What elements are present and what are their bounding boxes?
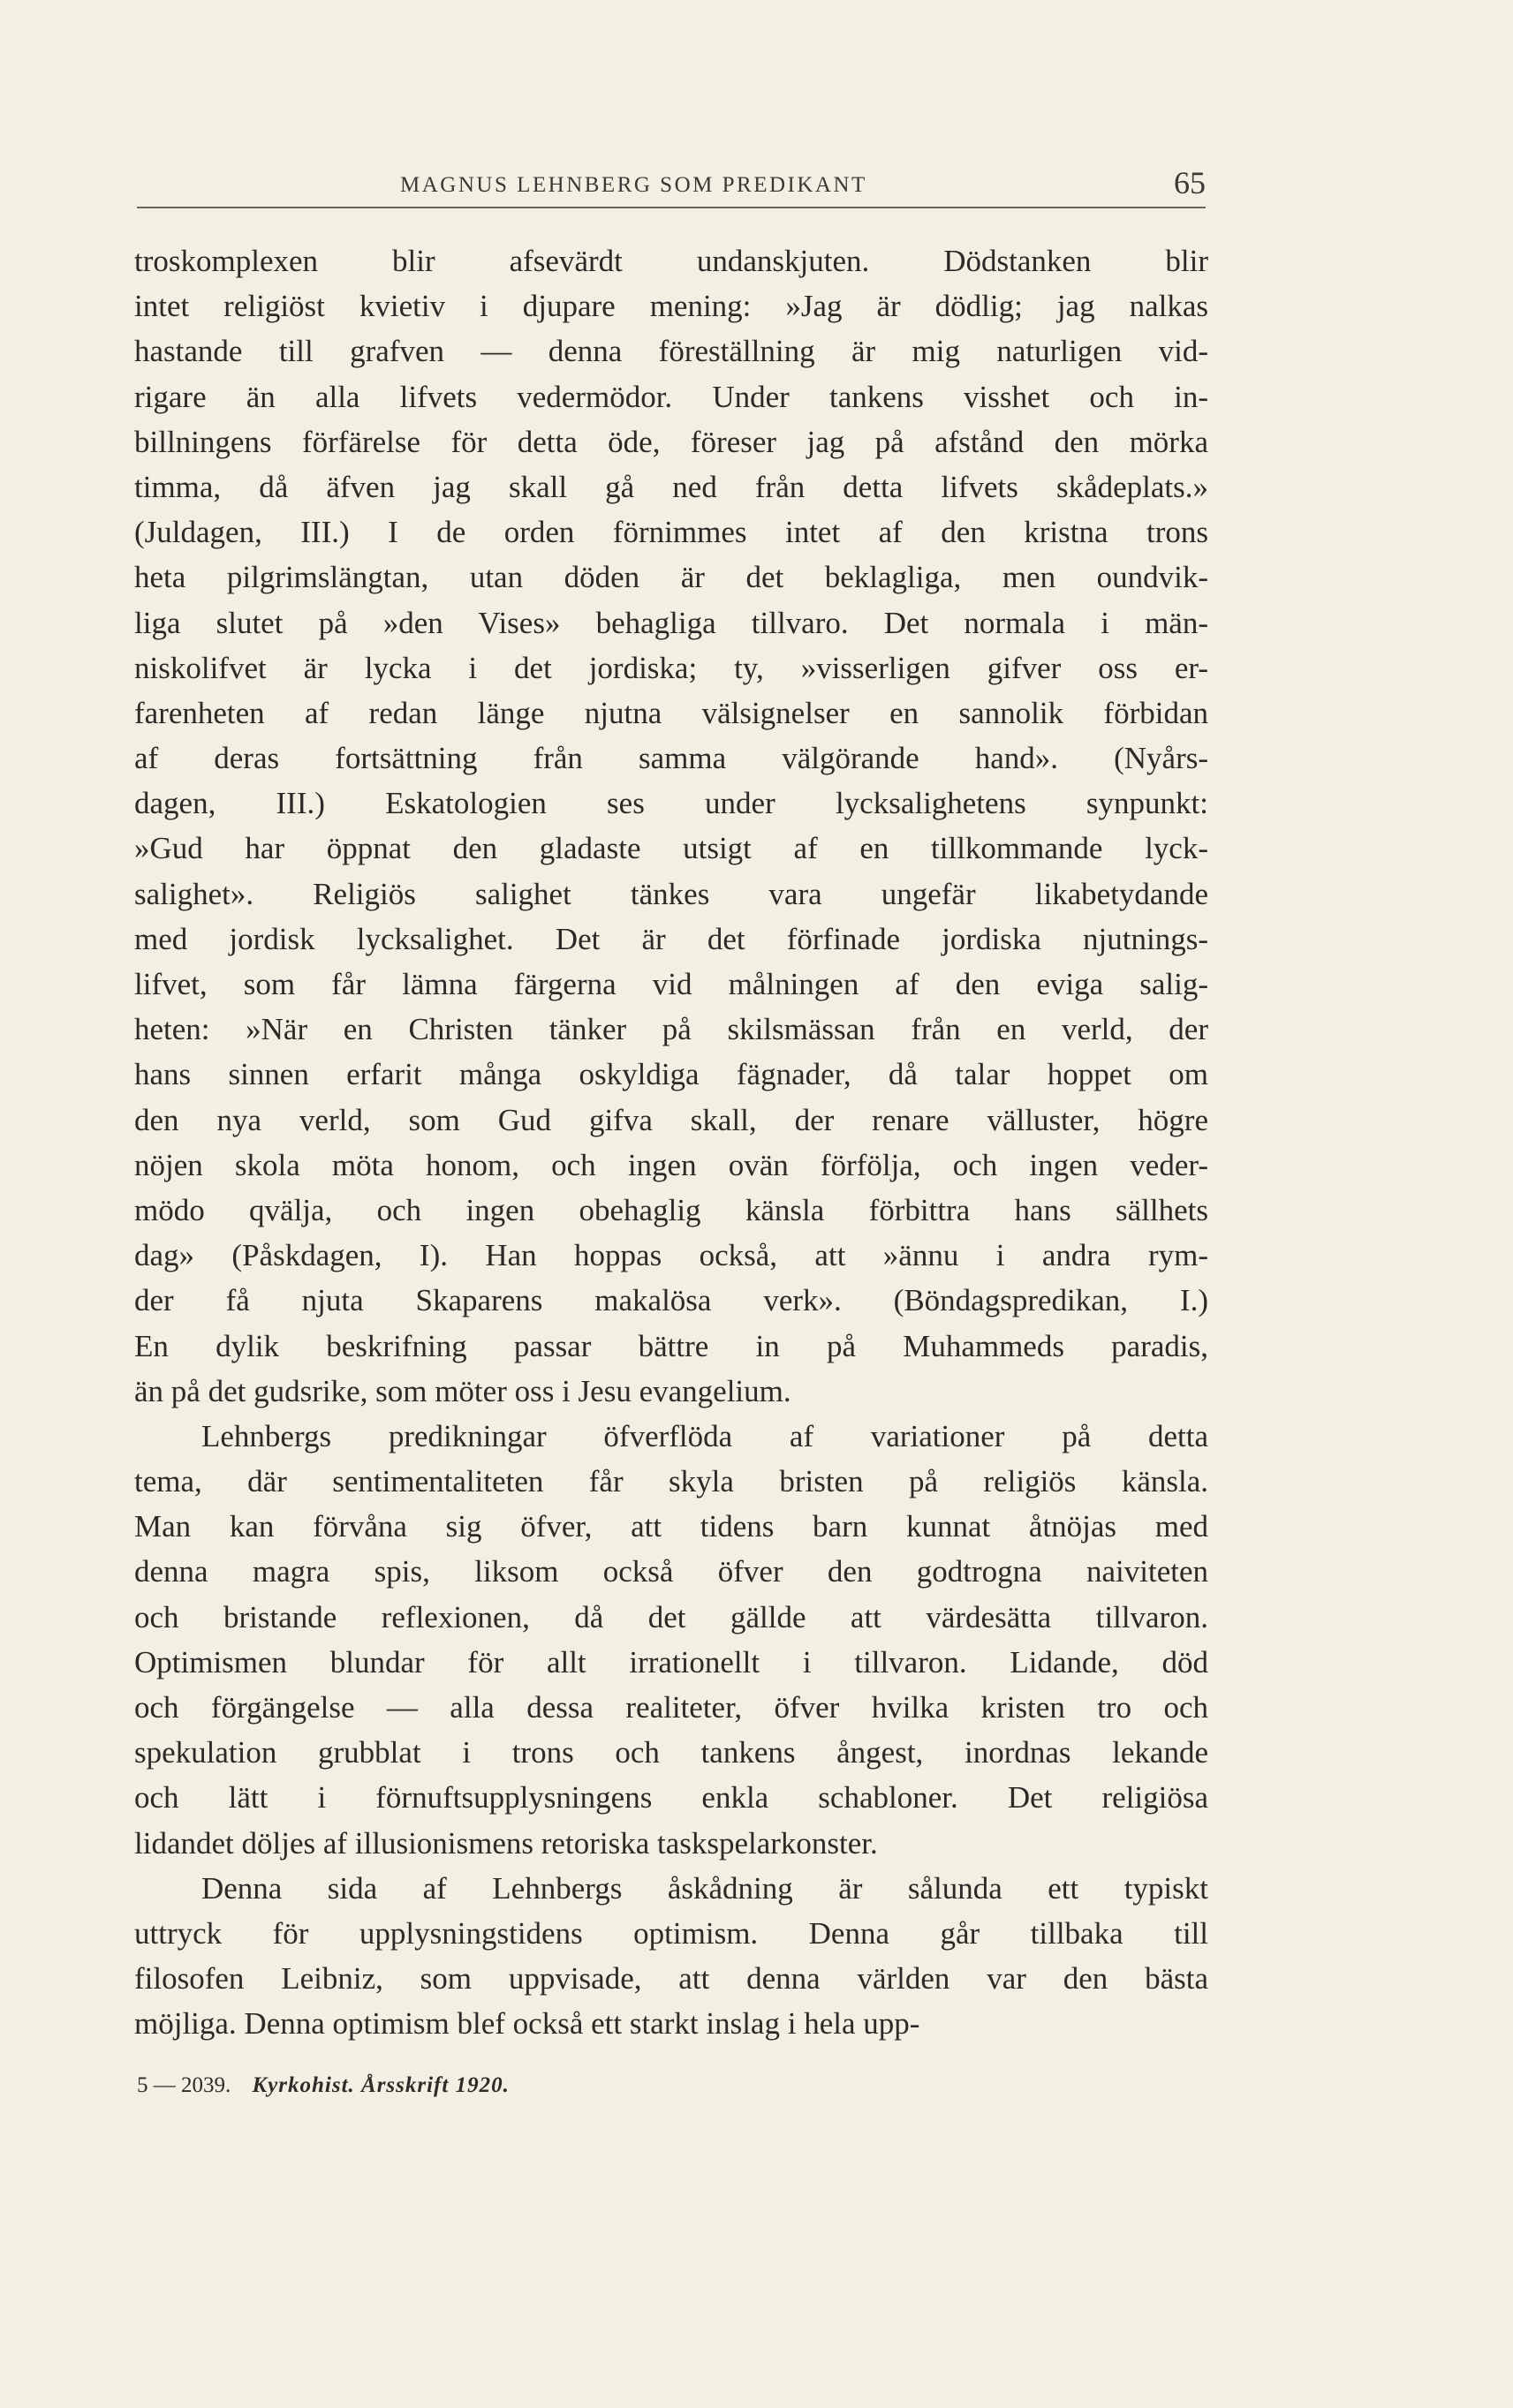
- journal-reference: Kyrkohist. Årsskrift 1920.: [252, 2073, 510, 2097]
- text-line: Denna sida af Lehnbergs åskådning är sålunda ett typiskt: [201, 1870, 1208, 1906]
- text-line: dag» (Påskdagen, I). Han hoppas också, att »ännu i andra rym-: [134, 1238, 1208, 1273]
- text-line: lidandet döljes af illusionismens retoriska taskspelarkonster.: [134, 1825, 878, 1861]
- text-line: heta pilgrimslängtan, utan döden är det beklagliga, men oundvik-: [134, 560, 1208, 595]
- paragraph: [134, 238, 1208, 1414]
- text-line: hans sinnen erfarit många oskyldiga fägnader, då talar hoppet om: [134, 1057, 1208, 1092]
- header-rule: [137, 207, 1206, 208]
- text-line: liga slutet på »den Vises» behagliga tillvaro. Det normala i män-: [134, 605, 1208, 640]
- text-line: niskolifvet är lycka i det jordiska; ty, »visserligen gifver oss er-: [134, 650, 1208, 685]
- text-line: filosofen Leibniz, som uppvisade, att denna världen var den bästa: [134, 1961, 1208, 1997]
- text-line: af deras fortsättning från samma välgörande hand». (Nyårs-: [134, 741, 1208, 776]
- text-line: och bristande reflexionen, då det gällde att värdesätta tillvaron.: [134, 1599, 1208, 1634]
- text-line: än på det gudsrike, som möter oss i Jesu evangelium.: [134, 1373, 791, 1408]
- text-line: »Gud har öppnat den gladaste utsigt af en tillkommande lyck-: [134, 831, 1208, 866]
- text-line: lifvet, som får lämna färgerna vid målningen af den eviga salig-: [134, 967, 1208, 1001]
- text-line: Optimismen blundar för allt irrationellt i tillvaron. Lidande, död: [134, 1644, 1208, 1680]
- text-line: timma, då äfven jag skall gå ned från detta lifvets skådeplats.»: [134, 469, 1208, 504]
- text-line: och förgängelse — alla dessa realiteter, öfver hvilka kristen tro och: [134, 1690, 1208, 1725]
- text-line: der få njuta Skaparens makalösa verk». (Böndagspredikan, I.): [134, 1283, 1208, 1318]
- text-line: tema, där sentimentaliteten får skyla bristen på religiös känsla.: [134, 1464, 1208, 1499]
- text-line: intet religiöst kvietiv i djupare mening: »Jag är dödlig; jag nalkas: [134, 289, 1208, 324]
- text-line: En dylik beskrifning passar bättre in på Muhammeds paradis,: [134, 1328, 1208, 1363]
- paragraph: [134, 1866, 1208, 2047]
- text-line: uttryck för upplysningstidens optimism. Denna går tillbaka till: [134, 1915, 1208, 1951]
- page-footer: [137, 2073, 510, 2098]
- page-header: [137, 166, 1206, 201]
- running-head: MAGNUS LEHNBERG SOM PREDIKANT: [400, 173, 867, 197]
- text-line: denna magra spis, liksom också öfver den godtrogna naiviteten: [134, 1554, 1208, 1589]
- text-line: nöjen skola möta honom, och ingen ovän förfölja, och ingen veder-: [134, 1147, 1208, 1182]
- text-line: Lehnbergs predikningar öfverflöda af variationer på detta: [201, 1418, 1208, 1453]
- text-line: heten: »När en Christen tänker på skilsmässan från en verld, der: [134, 1012, 1208, 1047]
- text-line: spekulation grubblat i trons och tankens ångest, inordnas lekande: [134, 1735, 1208, 1770]
- text-line: (Juldagen, III.) I de orden förnimmes intet af den kristna trons: [134, 515, 1208, 550]
- printer-signature: 5 — 2039.: [137, 2073, 231, 2097]
- text-line: dagen, III.) Eskatologien ses under lycksalighetens synpunkt:: [134, 786, 1208, 821]
- text-line: salighet». Religiös salighet tänkes vara ungefär likabetydande: [134, 876, 1208, 911]
- text-line: den nya verld, som Gud gifva skall, der renare välluster, högre: [134, 1102, 1208, 1137]
- text-line: mödo qvälja, och ingen obehaglig känsla förbittra hans sällhets: [134, 1192, 1208, 1227]
- text-line: Man kan förvåna sig öfver, att tidens barn kunnat åtnöjas med: [134, 1509, 1208, 1544]
- text-line: möjliga. Denna optimism blef också ett starkt inslag i hela upp-: [134, 2006, 920, 2042]
- page-number: 65: [1174, 165, 1206, 200]
- text-line: farenheten af redan länge njutna välsignelser en sannolik förbidan: [134, 695, 1208, 730]
- text-line: billningens förfärelse för detta öde, föreser jag på afstånd den mörka: [134, 424, 1208, 459]
- text-line: hastande till grafven — denna föreställning är mig naturligen vid-: [134, 334, 1208, 369]
- body-text: [134, 238, 1208, 2047]
- text-line: med jordisk lycksalighet. Det är det förfinade jordiska njutnings-: [134, 921, 1208, 956]
- paragraph: [134, 1414, 1208, 1866]
- text-line: och lätt i förnuftsupplysningens enkla schabloner. Det religiösa: [134, 1780, 1208, 1815]
- text-line: troskomplexen blir afsevärdt undanskjuten. Dödstanken blir: [134, 244, 1208, 278]
- text-line: rigare än alla lifvets vedermödor. Under tankens visshet och in-: [134, 379, 1208, 414]
